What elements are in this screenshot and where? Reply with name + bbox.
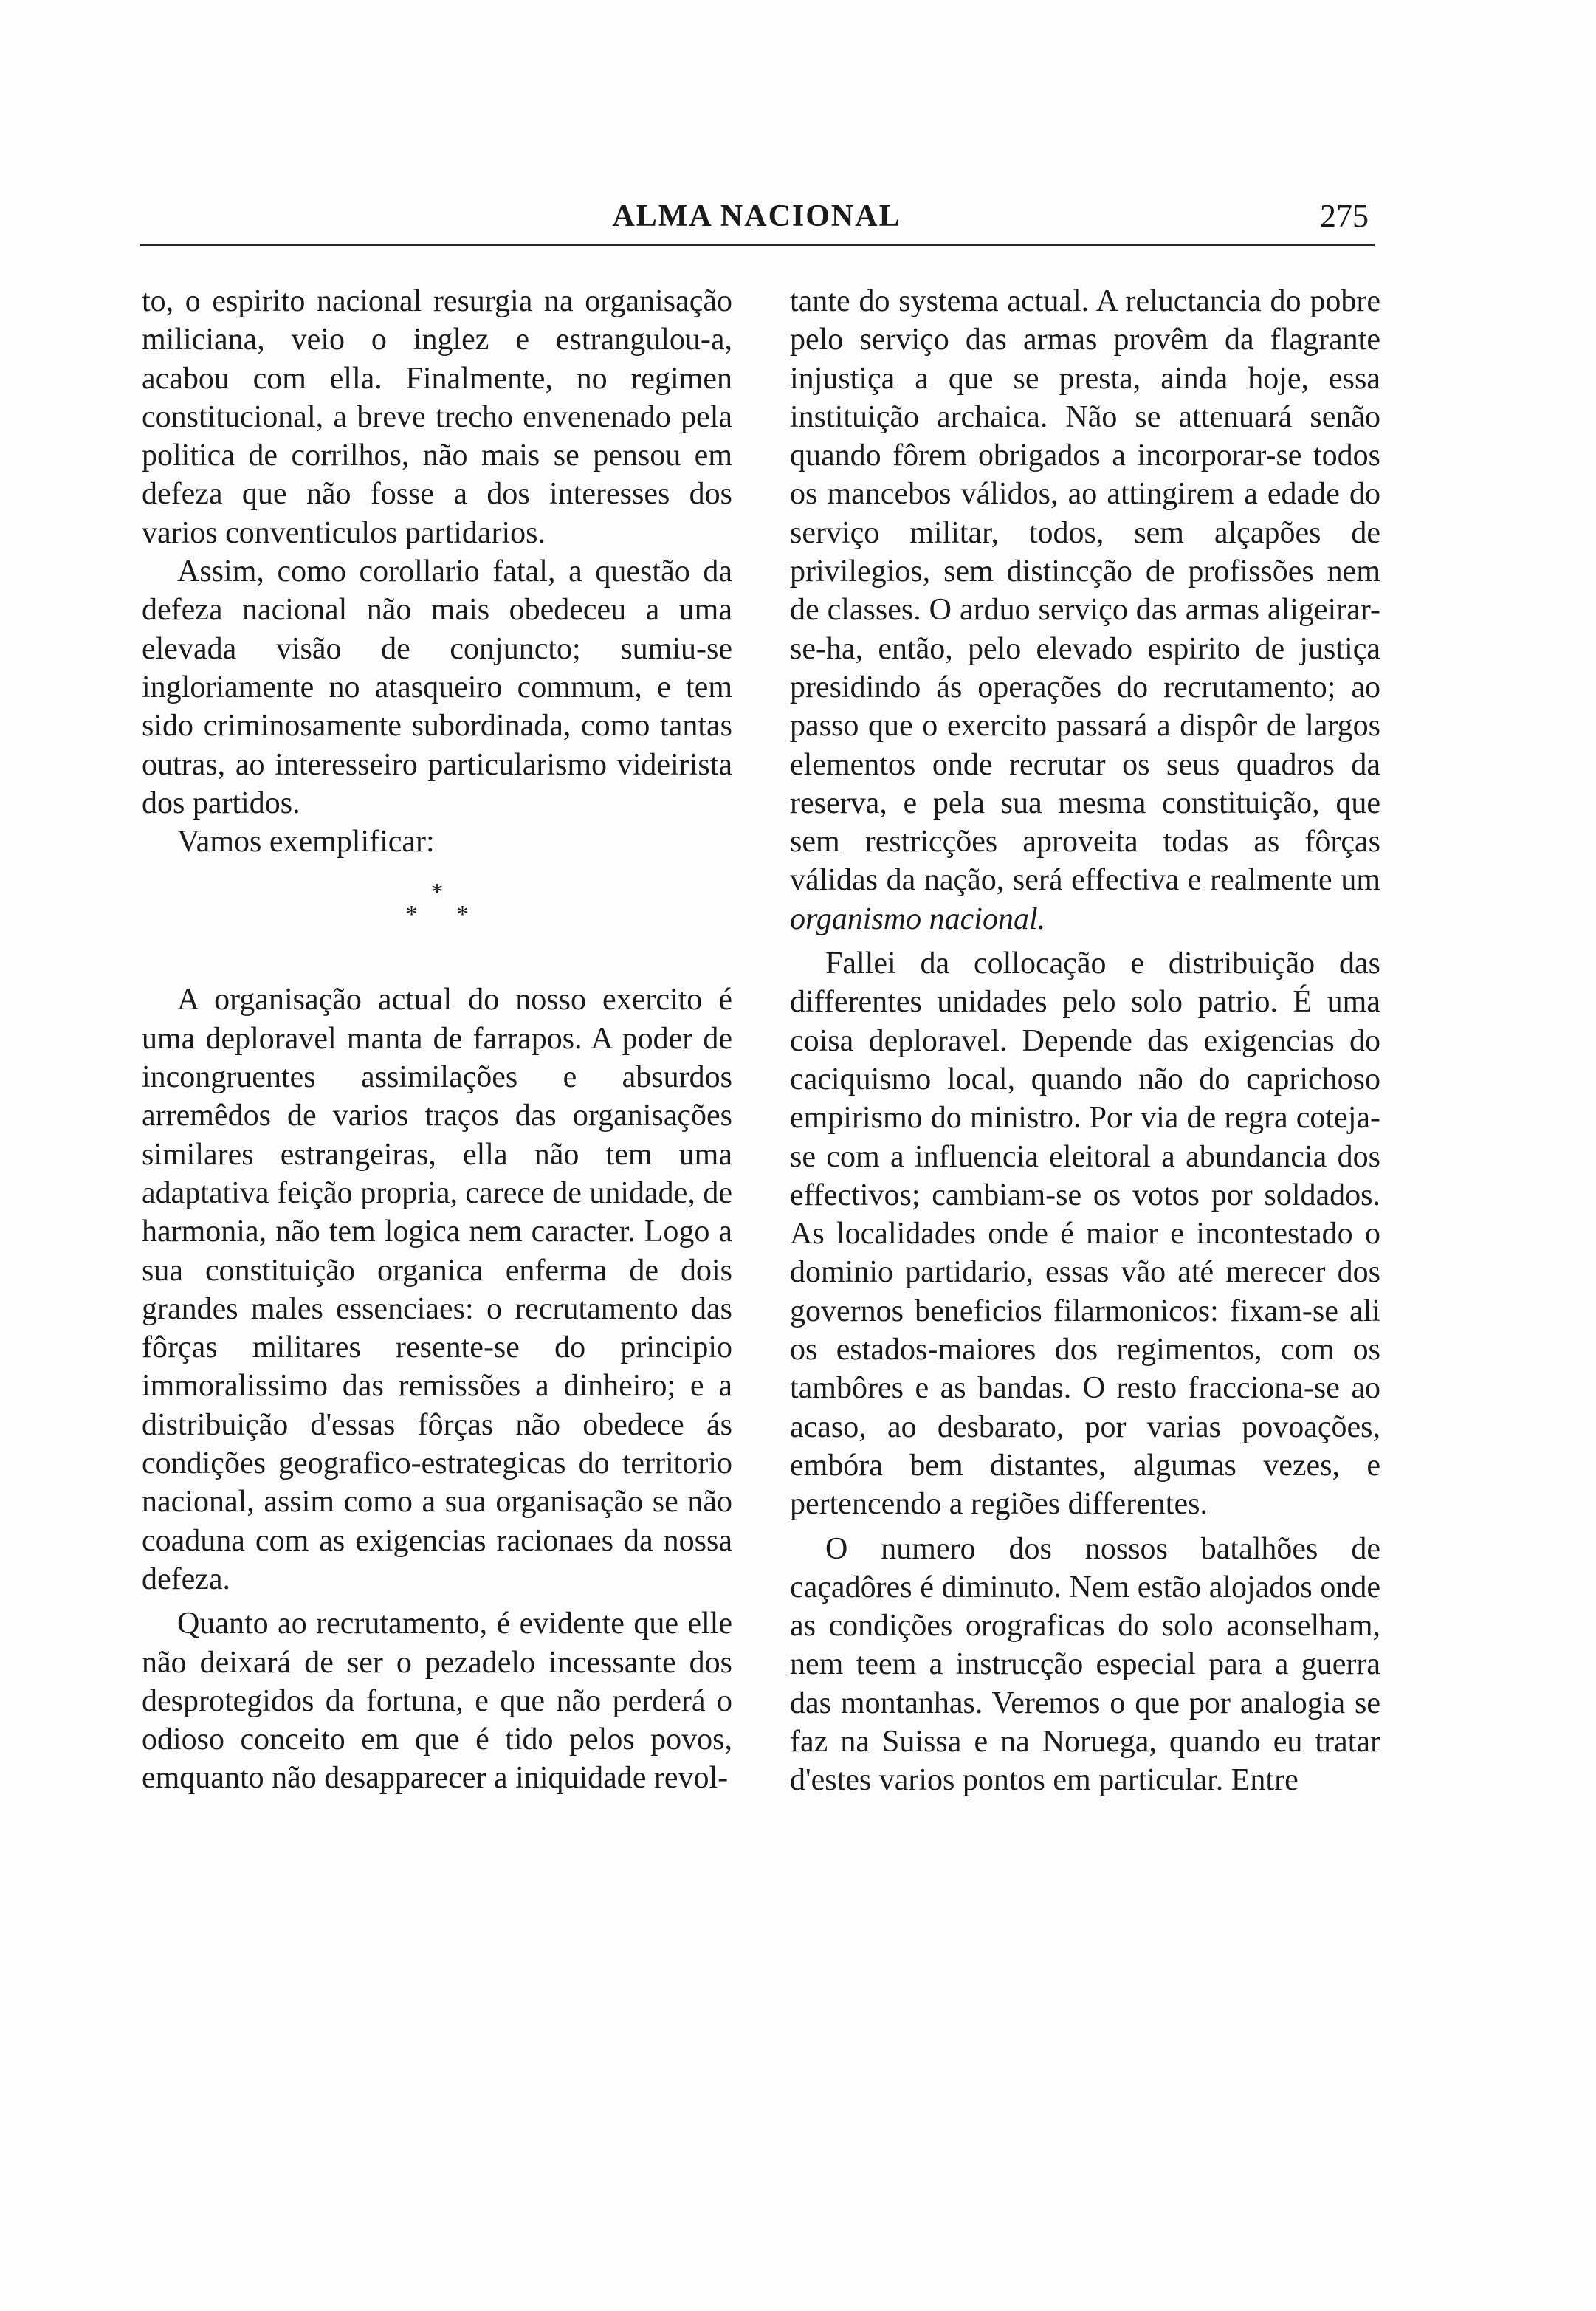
left-paragraph-1: to, o espirito nacional resurgia na organisação miliciana, veio o inglez e estrangulou-a, acabou com ella. Finalmente, no regimen constitucional, a breve trecho envenenado pela politica de corrilhos, não mais se pensou em defeza que não fosse a dos interesses dos varios conventiculos partidarios. [142,284,732,550]
left-paragraph-4: A organisação actual do nosso exercito é uma deploravel manta de farrapos. A poder de incongruentes assimilações e absurdos arremêdos de varios traços das organisações similares estrangeiras, ella não tem uma adaptativa feição propria, carece de unidade, de harmonia, não tem logica nem caracter. Logo a sua constituição organica enferma de dois grandes males essenciaes: o recrutamento das fôrças militares resente-se do principio immoralissimo das remissões a dinheiro; e a distribuição d'essas fôrças não obedece ás condições geografico-estrategicas do territorio nacional, assim como a sua organisação se não coaduna com as exigencias racionaes da nossa defeza. [142,983,732,1596]
header-rule [140,244,1375,246]
page-number: 275 [1320,198,1369,234]
right-paragraph-1-italic: organismo nacional. [790,902,1046,936]
right-paragraph-3: O numero dos nossos batalhões de caçadôres é diminuto. Nem estão alojados onde as condições orograficas do solo aconselham, nem teem a instrucção especial para a guerra das montanhas. Veremos o que por analogia se faz na Suissa e na Noruega, quando eu tratar d'estes varios pontos em particular. Entre [790,1531,1380,1798]
right-column [790,282,1380,1800]
running-title: ALMA NACIONAL [612,199,901,233]
right-paragraph-2: Fallei da collocação e distribuição das differentes unidades pelo solo patrio. É uma coisa deploravel. Depende das exigencias do caciquismo local, quando não do caprichoso empirismo do ministro. Por via de regra coteja-se com a influencia eleitoral a abundancia dos effectivos; cambiam-se os votos por soldados. As localidades onde é maior e incontestado o dominio partidario, essas vão até merecer dos governos beneficios filarmonicos: fixam-se ali os estados-maiores dos regimentos, com os tambôres e as bandas. O resto fracciona-se ao acaso, ao desbarato, por varias povoações, embóra bem distantes, algumas vezes, e pertencendo a regiões differentes. [790,947,1380,1522]
asterism-bottom-left-star: * [405,901,418,929]
asterism-bottom-row [142,901,732,929]
asterism-top-star: * [430,879,444,907]
left-column [142,282,732,1798]
left-paragraph-5: Quanto ao recrutamento, é evidente que elle não deixará de ser o pezadelo incessante dos desprotegidos da fortuna, e que não perderá o odioso conceito em que é tido pelos povos, emquanto não desapparecer a iniquidade revol- [142,1607,732,1796]
asterism-bottom-right-star: * [456,901,469,929]
right-paragraph-1 [790,282,1380,938]
right-paragraph-1-text: tante do systema actual. A reluctancia do pobre pelo serviço das armas provêm da flagrante injustiça a que se presta, ainda hoje, essa instituição archaica. Não se attenuará senão quando fôrem obrigados a incorporar-se todos os mancebos válidos, ao attingirem a edade do serviço militar, todos, sem alçapões de privilegios, sem distincção de profissões nem de classes. O arduo serviço das armas aligeirar-se-ha, então, pelo elevado espirito de justiça presidindo ás operações do recrutamento; ao passo que o exercito passará a dispôr de largos elementos onde recrutar os seus quadros da reserva, e pela sua mesma constituição, que sem restricções aproveita todas as fôrças válidas da nação, será effectiva e realmente um [790,284,1380,898]
page-header [140,193,1373,239]
section-asterism [142,879,732,970]
left-paragraph-2: Assim, como corollario fatal, a questão da defeza nacional não mais obedeceu a uma elevada visão de conjuncto; sumiu-se ingloriamente no atasqueiro commum, e tem sido criminosamente subordinada, como tantas outras, ao interesseiro particularismo videirista dos partidos. [142,554,732,820]
left-paragraph-3: Vamos exemplificar: [177,825,435,859]
